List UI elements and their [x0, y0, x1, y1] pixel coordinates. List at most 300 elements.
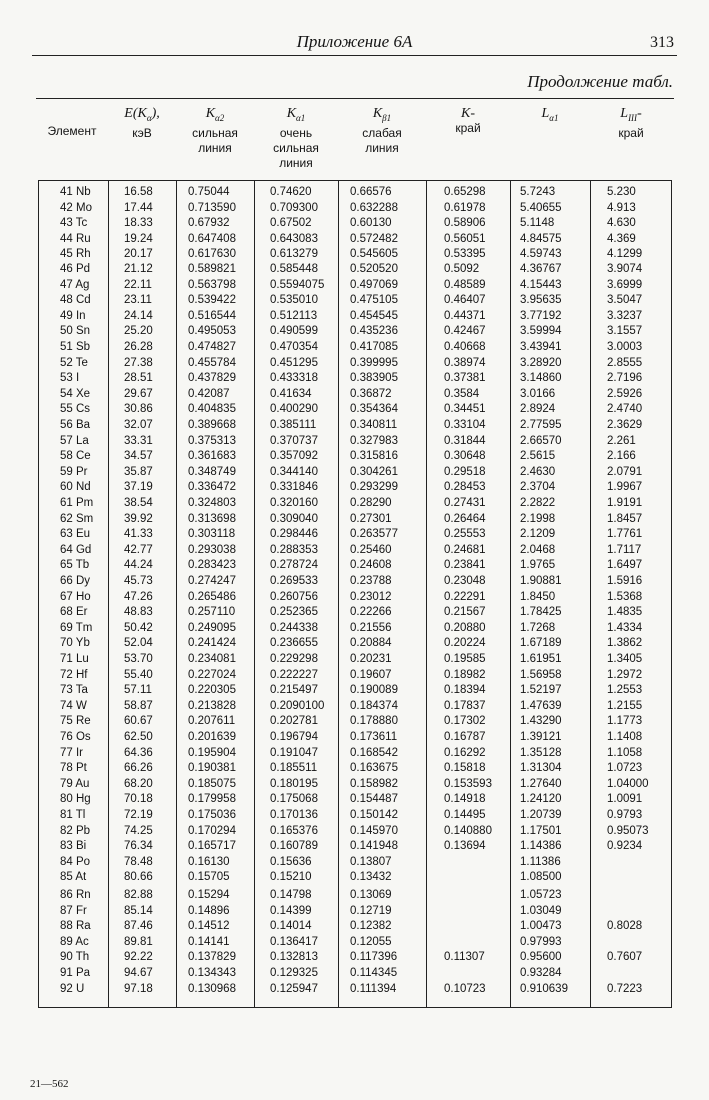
- cell-la1: 5.7243: [520, 186, 556, 198]
- cell-element: 54 Xe: [60, 387, 91, 400]
- cell-l3edge: 0.9234: [607, 840, 643, 852]
- cell-ka2: 0.207611: [188, 715, 236, 727]
- cell-kb1: 0.417085: [350, 341, 398, 353]
- cell-kb1: 0.632288: [350, 201, 398, 214]
- cell-energy: 64.36: [124, 746, 153, 759]
- cell-element: 84 Po: [60, 855, 91, 868]
- cell-la1: 2.8924: [520, 403, 556, 415]
- cell-ka2: 0.249095: [188, 621, 236, 634]
- cell-l3edge: 0.95073: [607, 824, 649, 837]
- header-kedge-symbol: K-: [461, 106, 475, 121]
- cell-kb1: 0.399995: [350, 356, 398, 369]
- cell-la1: 1.8450: [520, 590, 556, 603]
- cell-kb1: 0.475105: [350, 294, 398, 306]
- cell-element: 75 Re: [60, 715, 91, 727]
- cell-la1: 4.15443: [520, 278, 562, 291]
- cell-kedge: 0.153593: [444, 777, 492, 790]
- cell-ka2: 0.274247: [188, 575, 236, 587]
- cell-l3edge: 2.7196: [607, 372, 643, 384]
- cell-element: 58 Ce: [60, 450, 91, 462]
- cell-ka1: 0.709300: [270, 201, 318, 214]
- cell-la1: 2.77595: [520, 419, 562, 431]
- cell-element: 67 Ho: [60, 590, 91, 603]
- cell-ka2: 0.713590: [188, 201, 236, 214]
- cell-element: 74 W: [60, 699, 87, 712]
- cell-ka2: 0.375313: [188, 434, 236, 447]
- cell-l3edge: 1.1058: [607, 746, 643, 759]
- cell-element: 64 Gd: [60, 543, 92, 556]
- cell-kedge: 0.13694: [444, 840, 486, 852]
- cell-element: 50 Sn: [60, 325, 91, 337]
- cell-kedge: 0.23048: [444, 575, 486, 587]
- cell-l3edge: 0.8028: [607, 920, 643, 932]
- column-divider: [176, 180, 177, 1008]
- cell-l3edge: 2.0791: [607, 465, 643, 478]
- header-energy: [108, 106, 176, 141]
- cell-energy: 32.07: [124, 419, 153, 431]
- column-divider: [254, 180, 255, 1008]
- cell-energy: 92.22: [124, 951, 153, 963]
- cell-kedge: 0.17837: [444, 699, 486, 712]
- cell-kedge: 0.34451: [444, 403, 486, 415]
- header-la1: [510, 106, 590, 126]
- cell-l3edge: 2.3629: [607, 419, 643, 431]
- column-divider: [590, 180, 591, 1008]
- cell-kedge: 0.46407: [444, 294, 486, 306]
- cell-ka2: 0.14512: [188, 920, 230, 932]
- cell-kedge: 0.58906: [444, 217, 486, 229]
- cell-ka1: 0.132813: [270, 951, 318, 963]
- cell-ka1: 0.15210: [270, 871, 312, 883]
- cell-la1: 1.35128: [520, 746, 562, 759]
- cell-kedge: 0.65298: [444, 186, 486, 198]
- cell-l3edge: 3.0003: [607, 341, 643, 353]
- page-number: 313: [650, 34, 674, 51]
- cell-ka1: 0.433318: [270, 372, 318, 384]
- cell-kedge: 0.17302: [444, 715, 486, 727]
- cell-ka2: 0.190381: [188, 762, 236, 774]
- cell-kb1: 0.168542: [350, 746, 398, 759]
- cell-kb1: 0.20884: [350, 637, 392, 649]
- cell-energy: 58.87: [124, 699, 153, 712]
- cell-kedge: 0.53395: [444, 248, 486, 260]
- cell-element: 60 Nd: [60, 481, 91, 493]
- cell-energy: 28.51: [124, 372, 153, 384]
- cell-energy: 22.11: [124, 278, 152, 291]
- cell-ka1: 0.229298: [270, 653, 318, 665]
- cell-element: 78 Pt: [60, 762, 87, 774]
- cell-element: 42 Mo: [60, 201, 92, 214]
- cell-la1: 3.59994: [520, 325, 562, 337]
- cell-element: 55 Cs: [60, 403, 91, 415]
- cell-kb1: 0.20231: [350, 653, 392, 665]
- cell-ka2: 0.563798: [188, 278, 236, 291]
- cell-l3edge: 1.2553: [607, 684, 643, 696]
- cell-ka1: 0.643083: [270, 232, 318, 245]
- cell-l3edge: 2.5926: [607, 387, 643, 400]
- cell-element: 68 Er: [60, 606, 88, 618]
- cell-kedge: 0.38974: [444, 356, 486, 369]
- cell-element: 65 Tb: [60, 559, 90, 571]
- cell-ka2: 0.324803: [188, 497, 236, 509]
- cell-element: 62 Sm: [60, 512, 94, 525]
- cell-la1: 1.05723: [520, 889, 562, 901]
- cell-kb1: 0.383905: [350, 372, 398, 384]
- cell-energy: 74.25: [124, 824, 153, 837]
- cell-kedge: 0.24681: [444, 543, 486, 556]
- cell-ka1: 0.170136: [270, 809, 318, 821]
- cell-kb1: 0.435236: [350, 325, 398, 337]
- cell-energy: 85.14: [124, 904, 153, 917]
- cell-element: 87 Fr: [60, 904, 87, 917]
- cell-l3edge: 3.5047: [607, 294, 643, 306]
- cell-kb1: 0.184374: [350, 699, 398, 712]
- header-l3edge-symbol: $L_{III}-$: [620, 106, 642, 123]
- cell-ka2: 0.179958: [188, 793, 236, 805]
- cell-ka1: 0.14798: [270, 889, 312, 901]
- cell-ka2: 0.195904: [188, 746, 236, 759]
- cell-kb1: 0.173611: [350, 731, 398, 743]
- cell-ka1: 0.535010: [270, 294, 318, 306]
- cell-l3edge: 1.8457: [607, 512, 643, 525]
- cell-kb1: 0.340811: [350, 419, 398, 431]
- cell-kb1: 0.145970: [350, 824, 398, 837]
- header-kb1-line-1: слабая: [362, 125, 402, 140]
- cell-ka1: 0.451295: [270, 356, 318, 369]
- cell-kb1: 0.572482: [350, 232, 398, 245]
- column-divider: [510, 180, 511, 1008]
- header-energy-symbol: $E(K_\alpha)$,: [124, 106, 160, 123]
- cell-ka1: 0.278724: [270, 559, 318, 571]
- cell-l3edge: 1.7117: [607, 543, 642, 556]
- cell-kedge: 0.11307: [444, 951, 485, 963]
- cell-kb1: 0.158982: [350, 777, 398, 790]
- cell-ka1: 0.236655: [270, 637, 318, 649]
- header-ka1: [254, 106, 338, 171]
- cell-la1: 1.11386: [520, 855, 561, 868]
- cell-kedge: 0.20224: [444, 637, 486, 649]
- cell-la1: 2.1998: [520, 512, 556, 525]
- cell-la1: 3.95635: [520, 294, 562, 306]
- cell-ka2: 0.130968: [188, 982, 236, 995]
- page-footer-code: 21—562: [30, 1078, 69, 1090]
- cell-energy: 16.58: [124, 186, 153, 198]
- cell-la1: 2.66570: [520, 434, 562, 447]
- cell-kedge: 0.140880: [444, 824, 492, 837]
- cell-ka2: 0.16130: [188, 855, 230, 868]
- cell-ka1: 0.67502: [270, 217, 312, 229]
- cell-ka2: 0.404835: [188, 403, 236, 415]
- cell-ka1: 0.400290: [270, 403, 318, 415]
- cell-l3edge: 1.9967: [607, 481, 643, 493]
- cell-la1: 2.0468: [520, 543, 556, 556]
- cell-ka1: 0.222227: [270, 668, 318, 681]
- header-kb1: [338, 106, 426, 156]
- cell-element: 89 Ac: [60, 935, 89, 948]
- cell-ka2: 0.516544: [188, 309, 236, 322]
- cell-kb1: 0.178880: [350, 715, 398, 727]
- cell-kb1: 0.19607: [350, 668, 392, 681]
- cell-element: 73 Ta: [60, 684, 88, 696]
- cell-kb1: 0.28290: [350, 497, 392, 509]
- cell-element: 57 La: [60, 434, 89, 447]
- cell-l3edge: 0.7607: [607, 951, 643, 963]
- cell-kb1: 0.111394: [350, 982, 397, 995]
- cell-l3edge: 1.0723: [607, 762, 643, 774]
- cell-ka1: 0.244338: [270, 621, 318, 634]
- cell-kedge: 0.31844: [444, 434, 486, 447]
- cell-l3edge: 1.04000: [607, 777, 649, 790]
- cell-energy: 44.24: [124, 559, 153, 571]
- cell-energy: 37.19: [124, 481, 153, 493]
- cell-ka1: 0.260756: [270, 590, 318, 603]
- cell-kb1: 0.497069: [350, 278, 398, 291]
- header-rule: [36, 98, 674, 99]
- column-divider: [426, 180, 427, 1008]
- top-rule: [32, 55, 677, 56]
- cell-element: 92 U: [60, 982, 85, 995]
- cell-energy: 27.38: [124, 356, 153, 369]
- cell-l3edge: 3.3237: [607, 309, 643, 322]
- column-divider: [108, 180, 109, 1008]
- cell-kb1: 0.13807: [350, 855, 392, 868]
- cell-kedge: 0.30648: [444, 450, 486, 462]
- cell-ka1: 0.5594075: [270, 278, 325, 291]
- cell-la1: 4.36767: [520, 263, 562, 275]
- cell-energy: 18.33: [124, 217, 153, 229]
- cell-l3edge: 1.4334: [607, 621, 643, 634]
- cell-element: 63 Eu: [60, 528, 91, 540]
- cell-kb1: 0.66576: [350, 186, 392, 198]
- cell-kb1: 0.12719: [350, 904, 392, 917]
- cell-kedge: 0.3584: [444, 387, 480, 400]
- header-ka1-line-1: очень: [279, 125, 313, 140]
- cell-element: 44 Ru: [60, 232, 91, 245]
- table-continuation-label: Продолжение табл.: [527, 72, 673, 91]
- cell-ka2: 0.265486: [188, 590, 236, 603]
- cell-element: 43 Tc: [60, 217, 88, 229]
- cell-ka2: 0.495053: [188, 325, 236, 337]
- cell-la1: 3.28920: [520, 356, 562, 369]
- cell-kb1: 0.13069: [350, 889, 392, 901]
- cell-la1: 0.910639: [520, 982, 568, 995]
- cell-kb1: 0.315816: [350, 450, 398, 462]
- cell-element: 48 Cd: [60, 294, 91, 306]
- cell-ka1: 0.320160: [270, 497, 318, 509]
- cell-la1: 1.78425: [520, 606, 562, 618]
- cell-kb1: 0.23012: [350, 590, 392, 603]
- cell-kedge: 0.61978: [444, 201, 486, 214]
- cell-energy: 55.40: [124, 668, 153, 681]
- header-la1-symbol: $L_{\alpha 1}$: [541, 106, 559, 123]
- cell-ka1: 0.269533: [270, 575, 318, 587]
- cell-ka1: 0.585448: [270, 263, 318, 275]
- cell-energy: 20.17: [124, 248, 153, 260]
- cell-la1: 1.17501: [520, 824, 562, 837]
- page-title: Приложение 6А: [296, 32, 413, 51]
- cell-energy: 30.86: [124, 403, 153, 415]
- cell-element: 56 Ba: [60, 419, 91, 431]
- cell-energy: 82.88: [124, 889, 153, 901]
- cell-l3edge: 1.3862: [607, 637, 643, 649]
- cell-ka2: 0.303118: [188, 528, 236, 540]
- cell-kb1: 0.22266: [350, 606, 392, 618]
- cell-kb1: 0.293299: [350, 481, 398, 493]
- cell-kb1: 0.163675: [350, 762, 398, 774]
- cell-ka2: 0.474827: [188, 341, 236, 353]
- header-l3edge-line-1: край: [618, 125, 644, 140]
- cell-ka1: 0.202781: [270, 715, 318, 727]
- cell-ka2: 0.185075: [188, 777, 236, 790]
- cell-l3edge: 1.2155: [607, 699, 643, 712]
- cell-ka2: 0.539422: [188, 294, 236, 306]
- cell-kedge: 0.18394: [444, 684, 486, 696]
- cell-ka2: 0.437829: [188, 372, 236, 384]
- cell-kb1: 0.263577: [350, 528, 398, 540]
- header-l3edge: [590, 106, 672, 141]
- cell-energy: 26.28: [124, 341, 153, 353]
- cell-ka2: 0.348749: [188, 465, 236, 478]
- cell-ka2: 0.15294: [188, 889, 230, 901]
- cell-ka1: 0.185511: [270, 762, 318, 774]
- cell-energy: 57.11: [124, 684, 152, 696]
- cell-ka1: 0.512113: [270, 309, 318, 322]
- cell-la1: 1.47639: [520, 699, 562, 712]
- cell-element: 52 Te: [60, 356, 88, 369]
- cell-kedge: 0.48589: [444, 278, 486, 291]
- cell-element: 71 Lu: [60, 653, 89, 665]
- cell-la1: 1.9765: [520, 559, 556, 571]
- cell-kedge: 0.16292: [444, 746, 486, 759]
- cell-element: 49 In: [60, 309, 86, 322]
- cell-energy: 23.11: [124, 294, 152, 306]
- cell-la1: 1.7268: [520, 621, 556, 634]
- cell-l3edge: 4.630: [607, 217, 636, 229]
- cell-ka2: 0.14141: [188, 935, 230, 948]
- cell-la1: 1.00473: [520, 920, 562, 932]
- cell-kedge: 0.26464: [444, 512, 486, 525]
- cell-l3edge: 1.4835: [607, 606, 643, 618]
- cell-l3edge: 1.5916: [607, 575, 643, 587]
- cell-kb1: 0.190089: [350, 684, 398, 696]
- cell-energy: 62.50: [124, 731, 153, 743]
- cell-l3edge: 1.1773: [607, 715, 643, 727]
- cell-energy: 48.83: [124, 606, 153, 618]
- column-divider: [338, 180, 339, 1008]
- cell-kb1: 0.60130: [350, 217, 392, 229]
- cell-l3edge: 3.9074: [607, 263, 643, 275]
- cell-kb1: 0.114345: [350, 967, 398, 979]
- cell-l3edge: 2.8555: [607, 356, 643, 369]
- cell-kedge: 0.23841: [444, 559, 486, 571]
- cell-element: 85 At: [60, 871, 87, 883]
- cell-l3edge: 1.3405: [607, 653, 643, 665]
- cell-kedge: 0.14495: [444, 809, 486, 821]
- cell-energy: 76.34: [124, 840, 153, 852]
- cell-kedge: 0.37381: [444, 372, 486, 384]
- cell-ka2: 0.241424: [188, 637, 236, 649]
- cell-la1: 5.1148: [520, 217, 555, 229]
- cell-energy: 17.44: [124, 201, 153, 214]
- cell-energy: 47.26: [124, 590, 153, 603]
- cell-ka1: 0.288353: [270, 543, 318, 556]
- cell-ka2: 0.389668: [188, 419, 236, 431]
- cell-l3edge: 1.7761: [607, 528, 643, 540]
- cell-ka2: 0.257110: [188, 606, 236, 618]
- cell-element: 81 Tl: [60, 809, 86, 821]
- cell-ka2: 0.313698: [188, 512, 236, 525]
- cell-element: 66 Dy: [60, 575, 91, 587]
- cell-la1: 3.14860: [520, 372, 562, 384]
- cell-la1: 2.2822: [520, 497, 556, 509]
- cell-ka1: 0.14014: [270, 920, 312, 932]
- cell-energy: 66.26: [124, 762, 153, 774]
- cell-kedge: 0.42467: [444, 325, 486, 337]
- cell-la1: 1.03049: [520, 904, 562, 917]
- cell-energy: 89.81: [124, 935, 153, 948]
- cell-ka2: 0.455784: [188, 356, 236, 369]
- cell-energy: 78.48: [124, 855, 153, 868]
- cell-kedge: 0.28453: [444, 481, 486, 493]
- cell-element: 72 Hf: [60, 668, 88, 681]
- cell-element: 82 Pb: [60, 824, 91, 837]
- cell-ka1: 0.125947: [270, 982, 318, 995]
- cell-l3edge: 2.166: [607, 450, 636, 462]
- cell-kb1: 0.21556: [350, 621, 392, 634]
- cell-ka2: 0.647408: [188, 232, 236, 245]
- cell-energy: 21.12: [124, 263, 153, 275]
- cell-ka1: 0.2090100: [270, 699, 325, 712]
- cell-kb1: 0.154487: [350, 793, 398, 805]
- cell-element: 69 Tm: [60, 621, 93, 634]
- cell-l3edge: 5.230: [607, 186, 636, 198]
- cell-la1: 0.97993: [520, 935, 562, 948]
- cell-la1: 1.43290: [520, 715, 562, 727]
- cell-la1: 2.4630: [520, 465, 556, 478]
- cell-energy: 53.70: [124, 653, 153, 665]
- cell-energy: 39.92: [124, 512, 153, 525]
- header-ka1-line-3: линия: [279, 155, 313, 170]
- cell-kedge: 0.44371: [444, 309, 486, 322]
- cell-ka2: 0.213828: [188, 699, 236, 712]
- cell-la1: 1.31304: [520, 762, 562, 774]
- cell-kb1: 0.24608: [350, 559, 392, 571]
- cell-ka1: 0.191047: [270, 746, 318, 759]
- cell-kedge: 0.33104: [444, 419, 486, 431]
- cell-ka1: 0.165376: [270, 824, 318, 837]
- cell-ka1: 0.344140: [270, 465, 318, 478]
- cell-element: 53 I: [60, 372, 80, 384]
- cell-ka1: 0.136417: [270, 935, 318, 948]
- cell-energy: 72.19: [124, 809, 153, 821]
- cell-l3edge: 2.261: [607, 434, 636, 447]
- cell-ka1: 0.160789: [270, 840, 318, 852]
- cell-l3edge: 4.913: [607, 201, 636, 214]
- cell-ka2: 0.227024: [188, 668, 236, 681]
- cell-ka2: 0.170294: [188, 824, 236, 837]
- cell-la1: 4.84575: [520, 232, 562, 245]
- cell-kb1: 0.354364: [350, 403, 398, 415]
- cell-ka2: 0.67932: [188, 217, 230, 229]
- cell-kedge: 0.15818: [444, 762, 486, 774]
- header-ka2-line-1: сильная: [192, 125, 238, 140]
- cell-element: 70 Yb: [60, 637, 90, 649]
- cell-element: 90 Th: [60, 951, 90, 963]
- cell-element: 59 Pr: [60, 465, 88, 478]
- cell-ka2: 0.220305: [188, 684, 236, 696]
- cell-element: 91 Pa: [60, 967, 91, 979]
- cell-la1: 2.1209: [520, 528, 556, 540]
